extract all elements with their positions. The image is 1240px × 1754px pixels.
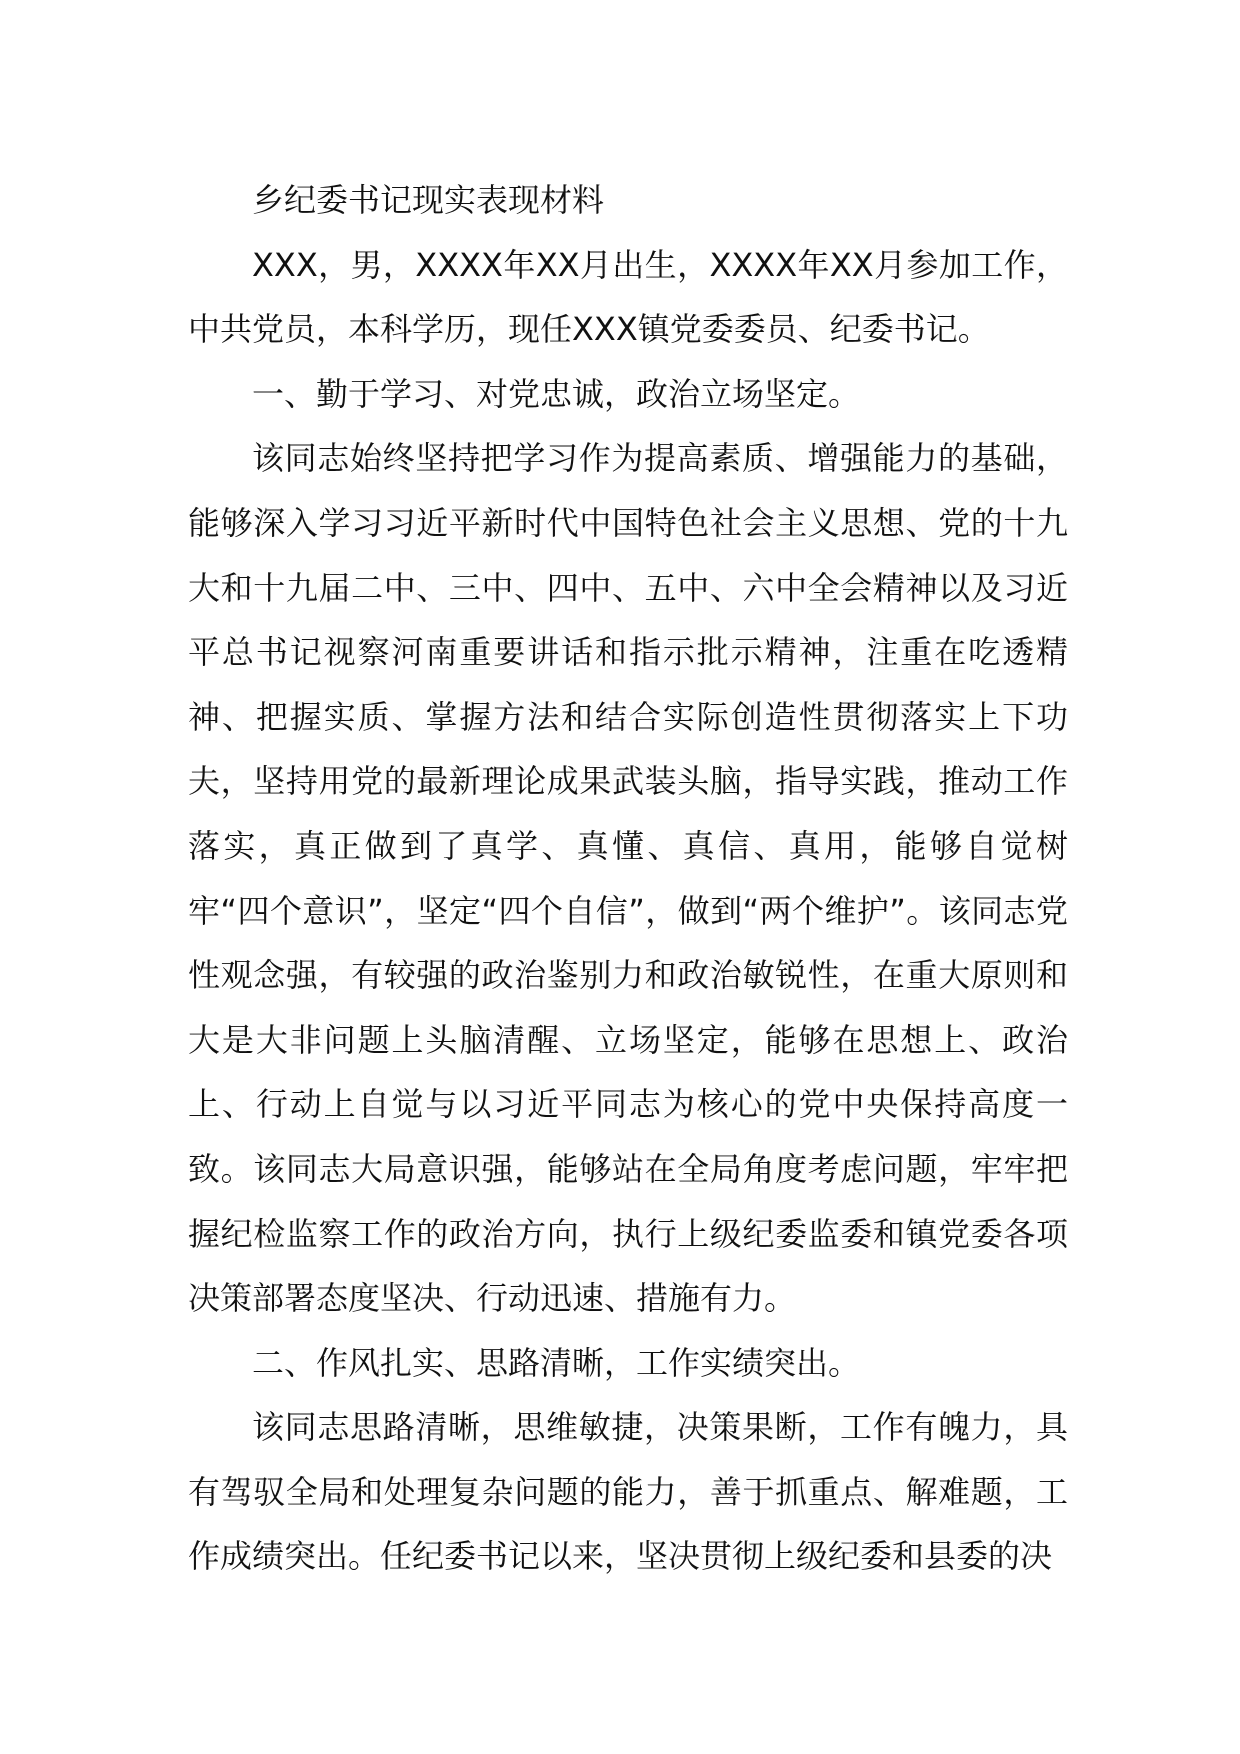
document-body	[188, 168, 1068, 1589]
paragraph-section-1: 该同志始终坚持把学习作为提高素质、增强能力的基础，能够深入学习习近平新时代中国特色社会主义思想、党的十九大和十九届二中、三中、四中、五中、六中全会精神以及习近平总书记视察河南重要讲话和指示批示精神，注重在吃透精神、把握实质、掌握方法和结合实际创造性贯彻落实上下功夫，坚持用党的最新理论成果武装头脑，指导实践，推动工作落实，真正做到了真学、真懂、真信、真用，能够自觉树牢“四个意识”，坚定“四个自信”，做到“两个维护”。该同志党性观念强，有较强的政治鉴别力和政治敏锐性，在重大原则和大是大非问题上头脑清醒、立场坚定，能够在思想上、政治上、行动上自觉与以习近平同志为核心的党中央保持高度一致。该同志大局意识强，能够站在全局角度考虑问题，牢牢把握纪检监察工作的政治方向，执行上级纪委监委和镇党委各项决策部署态度坚决、行动迅速、措施有力。	[188, 439, 1068, 1318]
section-heading-1: 一、勤于学习、对党忠诚，政治立场坚定。	[252, 374, 861, 413]
paragraph-section-2: 该同志思路清晰，思维敏捷，决策果断，工作有魄力，具有驾驭全局和处理复杂问题的能力，善于抓重点、解难题，工作成绩突出。任纪委书记以来，坚决贯彻上级纪委和县委的决	[188, 1408, 1068, 1576]
paragraph-basic-info: XXX，男，XXXX年XX月出生，XXXX年XX月参加工作，中共党员，本科学历，现任XXX镇党委委员、纪委书记。	[188, 245, 1068, 349]
section-heading-2: 二、作风扎实、思路清晰，工作实绩突出。	[252, 1343, 861, 1382]
document-title: 乡纪委书记现实表现材料	[252, 181, 605, 219]
